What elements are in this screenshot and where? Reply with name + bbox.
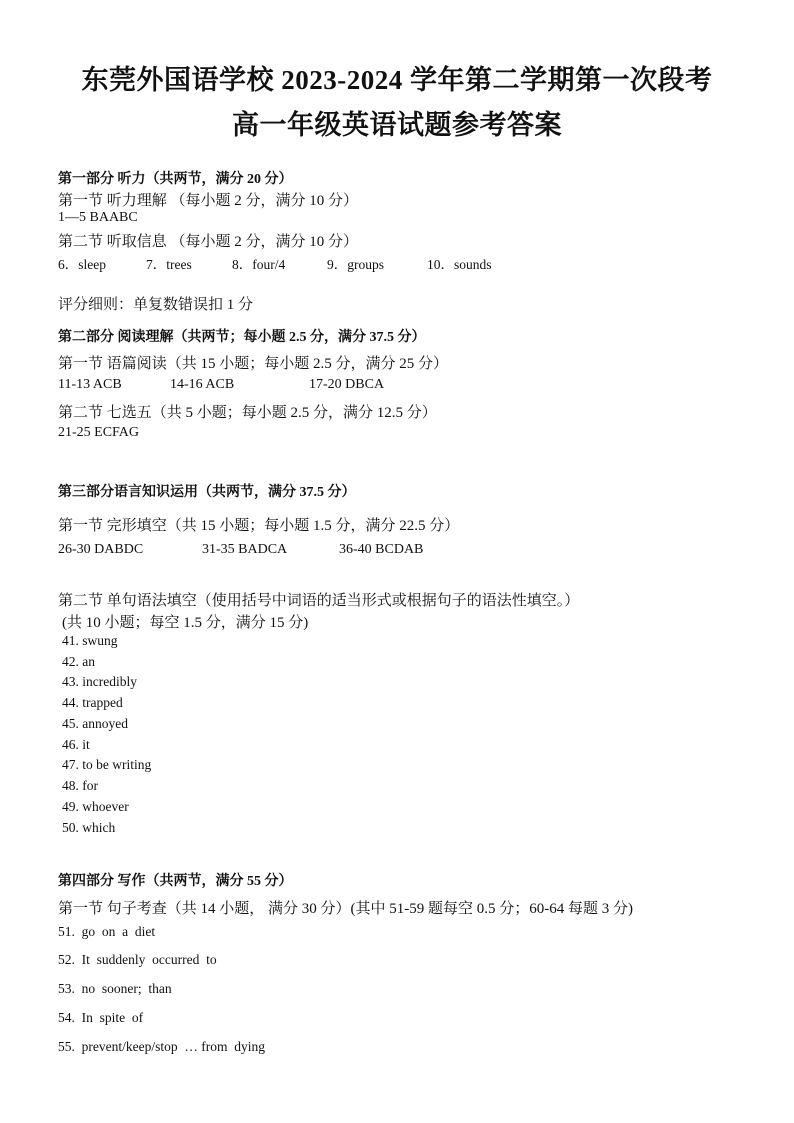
answer-group: 17-20 DBCA xyxy=(309,377,385,392)
answer-item: 53. no sooner; than xyxy=(58,981,172,996)
part1-sec1-heading: 第一节 听力理解 （每小题 2 分，满分 10 分） xyxy=(58,193,359,209)
answer-item: 42. an xyxy=(62,654,95,669)
answer-group: 31-35 BADCA xyxy=(202,542,288,557)
answer-item: 10．sounds xyxy=(427,257,492,272)
answer-item: 48. for xyxy=(62,778,98,793)
part4-heading: 第四部分 写作（共两节，满分 55 分） xyxy=(58,874,293,889)
answer-group: 26-30 DABDC xyxy=(58,542,144,557)
part1-sec1-answers: 1—5 BAABC xyxy=(58,210,138,225)
answer-group: 14-16 ACB xyxy=(170,377,235,392)
part2-sec1-heading: 第一节 语篇阅读（共 15 小题；每小题 2.5 分，满分 25 分） xyxy=(58,356,449,372)
answer-item: 6．sleep xyxy=(58,257,106,272)
part3-sec1-heading: 第一节 完形填空（共 15 小题；每小题 1.5 分，满分 22.5 分） xyxy=(58,518,460,534)
part3-sec2-subheading: (共 10 小题；每空 1.5 分，满分 15 分) xyxy=(62,615,309,631)
answer-item: 52. It suddenly occurred to xyxy=(58,952,217,967)
answer-item: 51. go on a diet xyxy=(58,924,156,939)
answer-item: 50. which xyxy=(62,820,116,835)
part1-sec2-heading: 第二节 听取信息 （每小题 2 分，满分 10 分） xyxy=(58,234,359,250)
answer-group: 11-13 ACB xyxy=(58,377,122,392)
part3-sec1-answers xyxy=(58,542,423,558)
answer-item: 7．trees xyxy=(146,257,192,272)
answer-item: 46. it xyxy=(62,737,90,752)
part2-sec1-answers xyxy=(58,377,384,393)
part1-heading: 第一部分 听力（共两节，满分 20 分） xyxy=(58,172,293,187)
answer-item: 47. to be writing xyxy=(62,757,152,772)
answer-item: 44. trapped xyxy=(62,695,123,710)
answer-item: 43. incredibly xyxy=(62,674,137,689)
answer-item: 9．groups xyxy=(327,257,384,272)
document-title: 东莞外国语学校 2023-2024 学年第二学期第一次段考 xyxy=(81,65,713,95)
part2-sec2-heading: 第二节 七选五（共 5 小题；每小题 2.5 分，满分 12.5 分） xyxy=(58,405,437,421)
part4-sec1-heading: 第一节 句子考查（共 14 小题， 满分 30 分）(其中 51-59 题每空 0.5 分；60-64 每题 3 分) xyxy=(58,901,633,917)
answer-item: 55. prevent/keep/stop … from dying xyxy=(58,1039,265,1054)
answer-group: 36-40 BCDAB xyxy=(339,542,424,557)
part1-sec2-answers xyxy=(58,253,492,273)
part3-heading: 第三部分语言知识运用（共两节，满分 37.5 分） xyxy=(58,485,356,500)
answer-item: 54. In spite of xyxy=(58,1010,144,1025)
answer-item: 41. swung xyxy=(62,633,118,648)
answer-item: 8．four/4 xyxy=(232,257,286,272)
part2-sec2-answers: 21-25 ECFAG xyxy=(58,425,140,440)
answer-item: 49. whoever xyxy=(62,799,129,814)
document-subtitle: 高一年级英语试题参考答案 xyxy=(232,110,562,140)
part3-sec2-heading: 第二节 单句语法填空（使用括号中词语的适当形式或根据句子的语法性填空。） xyxy=(58,593,580,609)
answer-item: 45. annoyed xyxy=(62,716,128,731)
scoring-note: 评分细则：单复数错误扣 1 分 xyxy=(58,297,254,313)
part2-heading: 第二部分 阅读理解（共两节；每小题 2.5 分，满分 37.5 分） xyxy=(58,330,426,345)
